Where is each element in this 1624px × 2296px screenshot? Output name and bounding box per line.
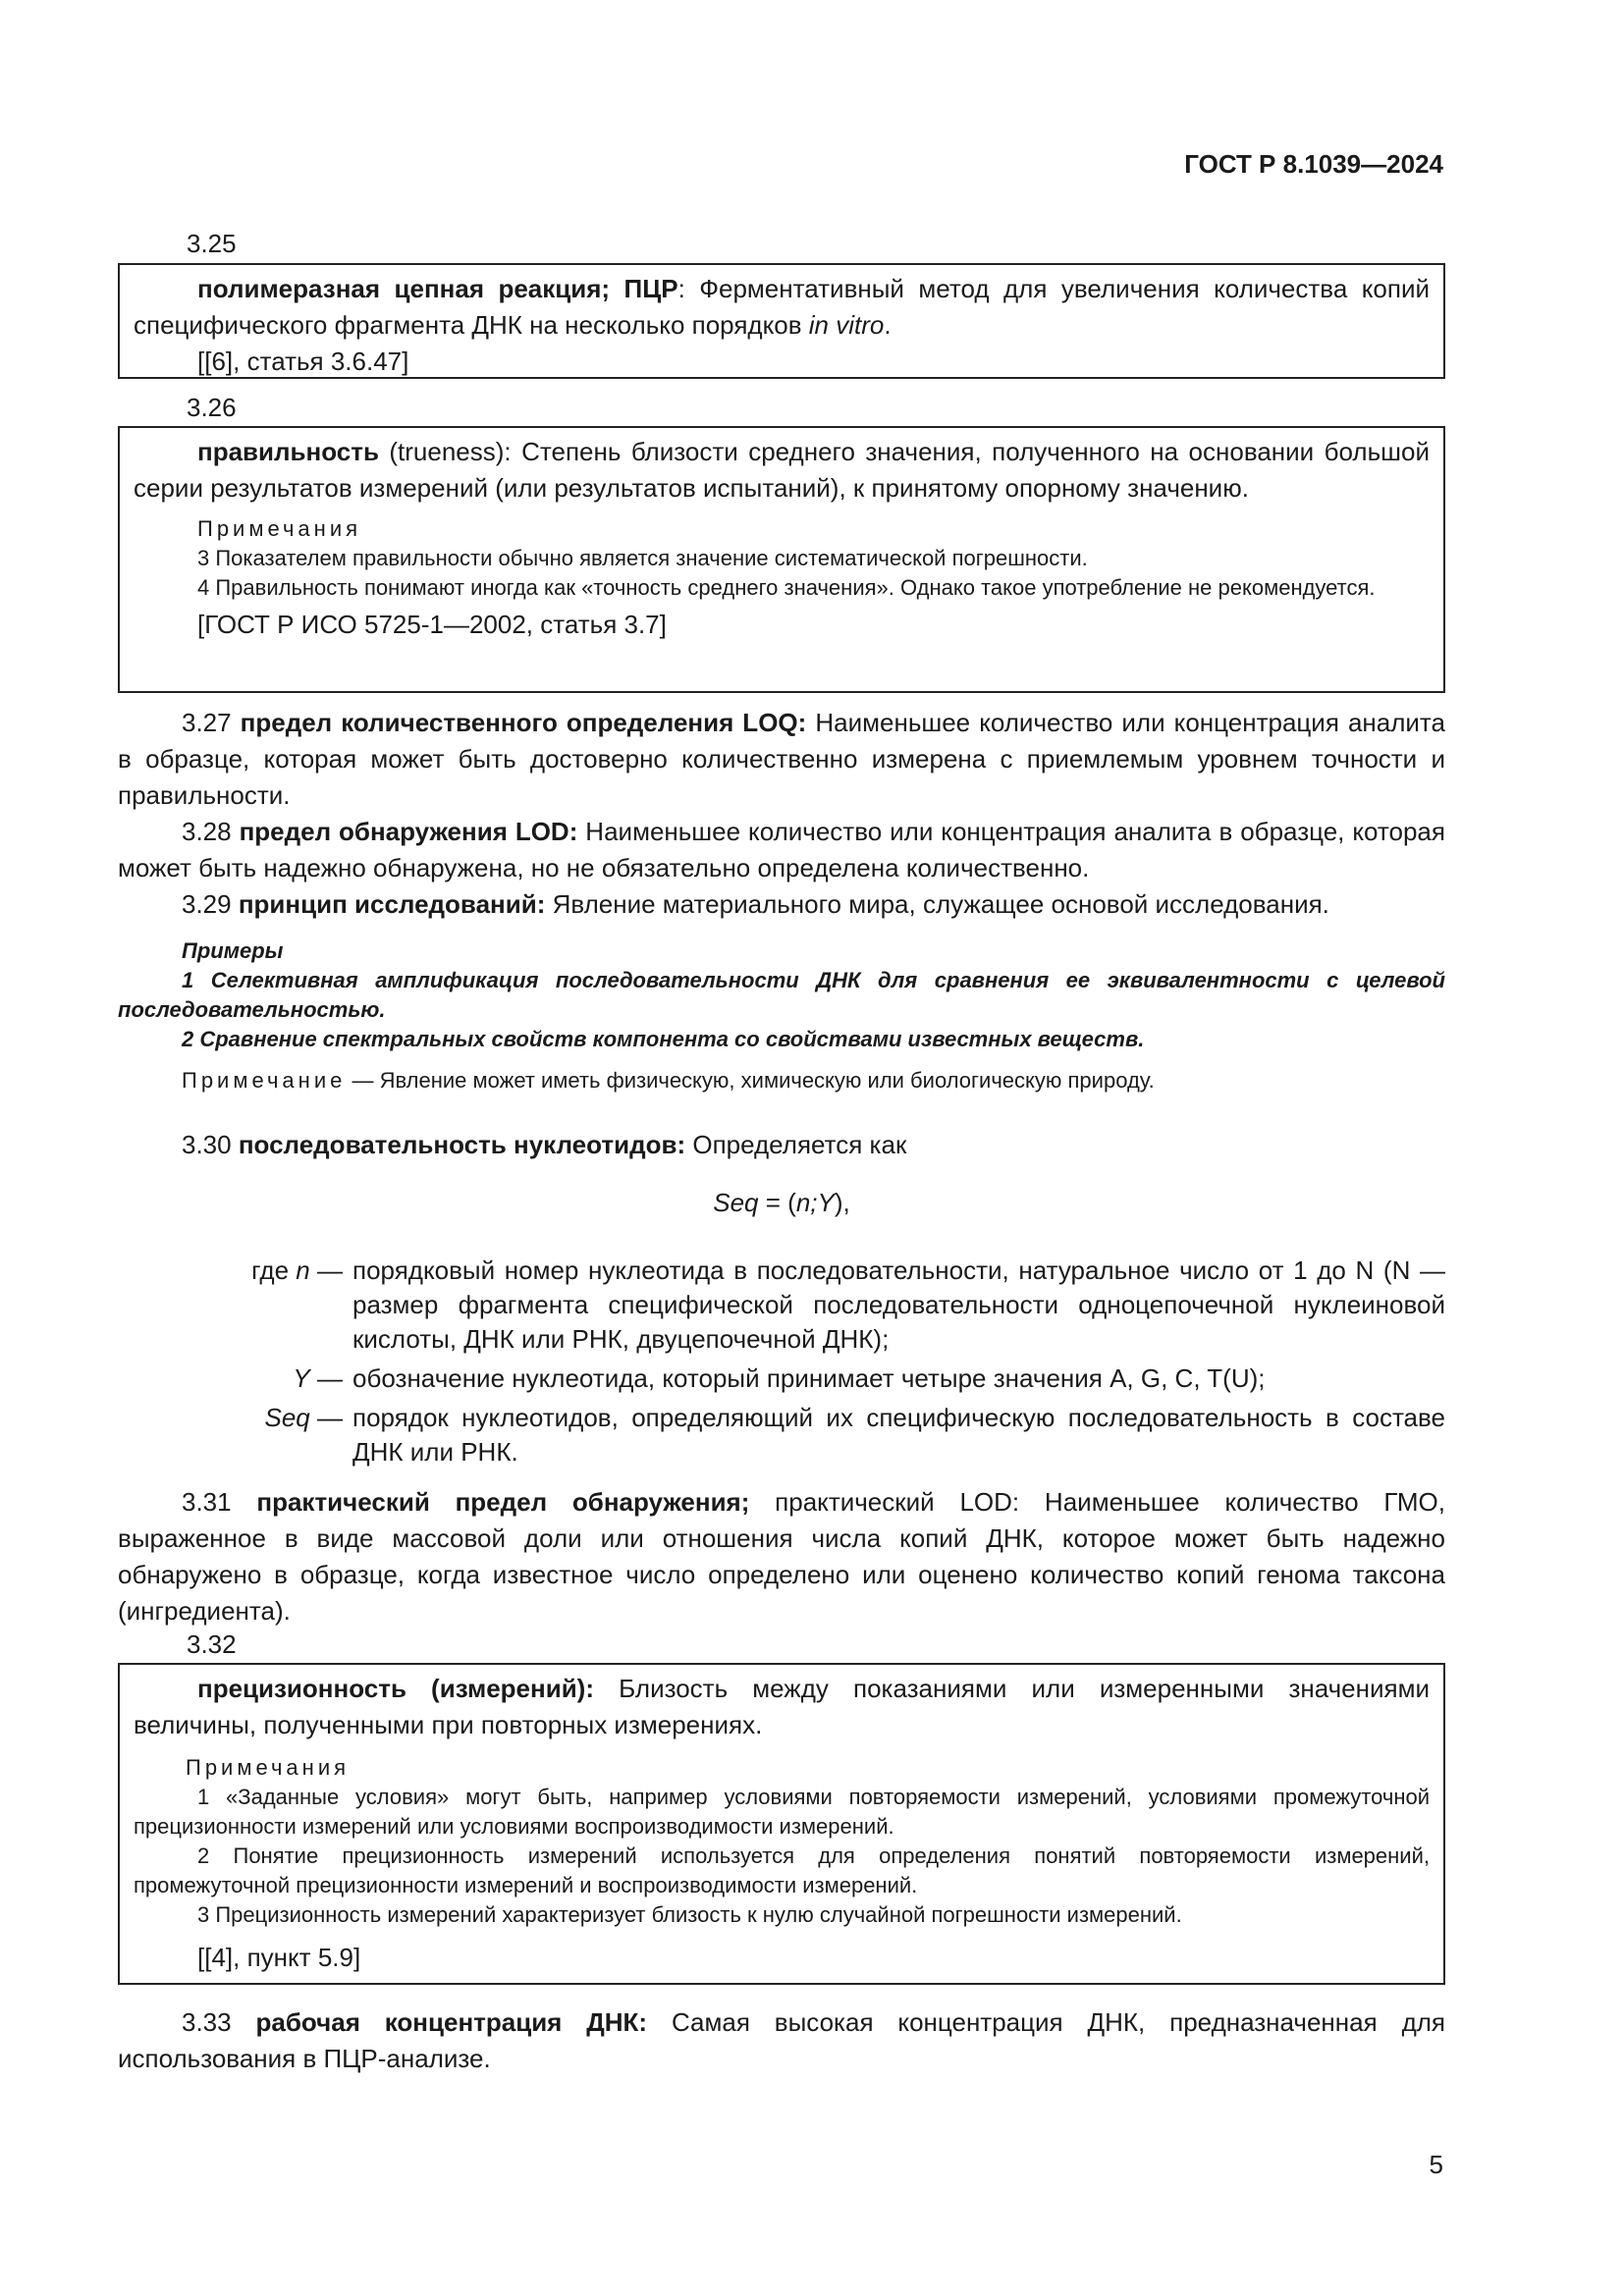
definition-3-33: 3.33 рабочая концентрация ДНК: Самая высокая концентрация ДНК, предназначенная для использования в ПЦР-анализе. <box>118 2007 1445 2073</box>
notes-label-3-26: Примечания <box>197 516 362 541</box>
document-id: ГОСТ Р 8.1039—2024 <box>1184 149 1443 179</box>
note-3-26-2: 4 Правильность понимают иногда как «точность среднего значения». Однако такое употребление не рекомендуется. <box>197 575 1376 600</box>
example-3-29-1: 1 Селективная амплификация последовательности ДНК для сравнения ее эквивалентности с целевой последовательностью. <box>118 968 1445 1022</box>
reference-3-32: [[4], пункт 5.9] <box>197 1943 361 1972</box>
definition-3-25: полимеразная цепная реакция; ПЦР: Ферментативный метод для увеличения количества копий специфического фрагмента ДНК на несколько порядков in vitro. <box>134 274 1430 340</box>
section-number-3-32: 3.32 <box>187 1629 237 1659</box>
term-3-33: рабочая концентрация ДНК: <box>255 2007 648 2037</box>
definition-3-26: правильность (trueness): Степень близости среднего значения, полученного на основании большой серии результатов измерений (или результатов испытаний), к принятому опорному значению. <box>134 437 1430 503</box>
term-3-31: практический предел обнаружения; <box>256 1487 750 1517</box>
page-number: 5 <box>1429 2150 1443 2179</box>
note-3-32-3: 3 Прецизионность измерений характеризует близость к нулю случайной погрешности измерений. <box>197 1902 1182 1927</box>
definitions-3-27-3-29 <box>118 705 1445 1095</box>
term-3-32: прецизионность (измерений): <box>197 1674 594 1703</box>
section-number-3-25: 3.25 <box>187 229 237 258</box>
note-3-29: Примечание — Явление может иметь физическую, химическую или биологическую природу. <box>182 1068 1155 1093</box>
term-3-29: принцип исследований: <box>238 889 546 919</box>
note-3-32-2: 2 Понятие прецизионность измерений используется для определения понятий повторяемости измерений, промежуточной прецизионности измерений и воспроизводимости измерений. <box>134 1843 1430 1897</box>
example-3-29-2: 2 Сравнение спектральных свойств компонента со свойствами известных веществ. <box>182 1027 1145 1051</box>
definition-3-32: прецизионность (измерений): Близость между показаниями или измеренными значениями величины, полученными при повторных измерениях. <box>134 1674 1430 1739</box>
section-number-3-26: 3.26 <box>187 393 237 422</box>
definition-3-31: 3.31 практический предел обнаружения; практический LOD: Наименьшее количество ГМО, выраженное в виде массовой доли или отношения числа копий ДНК, которое может быть надежно обнаружено в образце, когда известное число определено или оценено количество копий генома таксона (ингредиента). <box>118 1487 1445 1626</box>
definition-3-29: 3.29 принцип исследований: Явление материального мира, служащее основой исследования. <box>182 889 1329 919</box>
term-3-28: предел обнаружения LOD: <box>239 817 578 846</box>
note-3-26-1: 3 Показателем правильности обычно является значение систематической погрешности. <box>197 546 1088 570</box>
examples-label-3-29: Примеры <box>182 938 284 963</box>
term-3-26: правильность <box>197 437 379 466</box>
symbol-definition-n: где n — порядковый номер нуклеотида в последовательности, натуральное число от 1 до N (N — размер фрагмента специфической последовательности одноцепочечной нуклеиновой кислоты, ДНК или РНК, двуцепочечной ДНК); <box>251 1255 1445 1354</box>
where-word: где <box>251 1255 290 1285</box>
note-3-32-1: 1 «Заданные условия» могут быть, например условиями повторяемости измерений, условиями промежуточной прецизионности измерений или условиями воспроизводимости измерений. <box>134 1785 1430 1839</box>
symbol-definition-y: Y — обозначение нуклеотида, который принимает четыре значения A, G, C, T(U); <box>293 1363 1266 1393</box>
definition-3-27: 3.27 предел количественного определения LOQ: Наименьшее количество или концентрация аналита в образце, которая может быть достоверно количественно измерена с приемлемым уровнем точности и правильности. <box>118 708 1445 810</box>
reference-3-25: [[6], статья 3.6.47] <box>197 347 409 376</box>
term-3-25: полимеразная цепная реакция; ПЦР <box>197 274 678 303</box>
symbol-definition-seq: Seq — порядок нуклеотидов, определяющий их специфическую последовательность в составе ДНК или РНК. <box>264 1403 1445 1467</box>
definition-box-3-25 <box>118 263 1445 379</box>
notes-label-3-32: Примечания <box>186 1755 351 1780</box>
term-3-30: последовательность нуклеотидов: <box>238 1130 686 1159</box>
definition-3-28: 3.28 предел обнаружения LOD: Наименьшее количество или концентрация аналита в образце, которая может быть надежно обнаружена, но не обязательно определена количественно. <box>118 817 1445 882</box>
term-3-27: предел количественного определения LOQ: <box>240 708 807 737</box>
formula-seq: Seq = (n;Y), <box>713 1188 850 1217</box>
reference-3-26: [ГОСТ Р ИСО 5725-1—2002, статья 3.7] <box>197 610 667 639</box>
definition-box-3-26 <box>118 426 1445 693</box>
definition-box-3-32 <box>118 1663 1445 1985</box>
definition-3-30: 3.30 последовательность нуклеотидов: Определяется как <box>182 1130 907 1159</box>
